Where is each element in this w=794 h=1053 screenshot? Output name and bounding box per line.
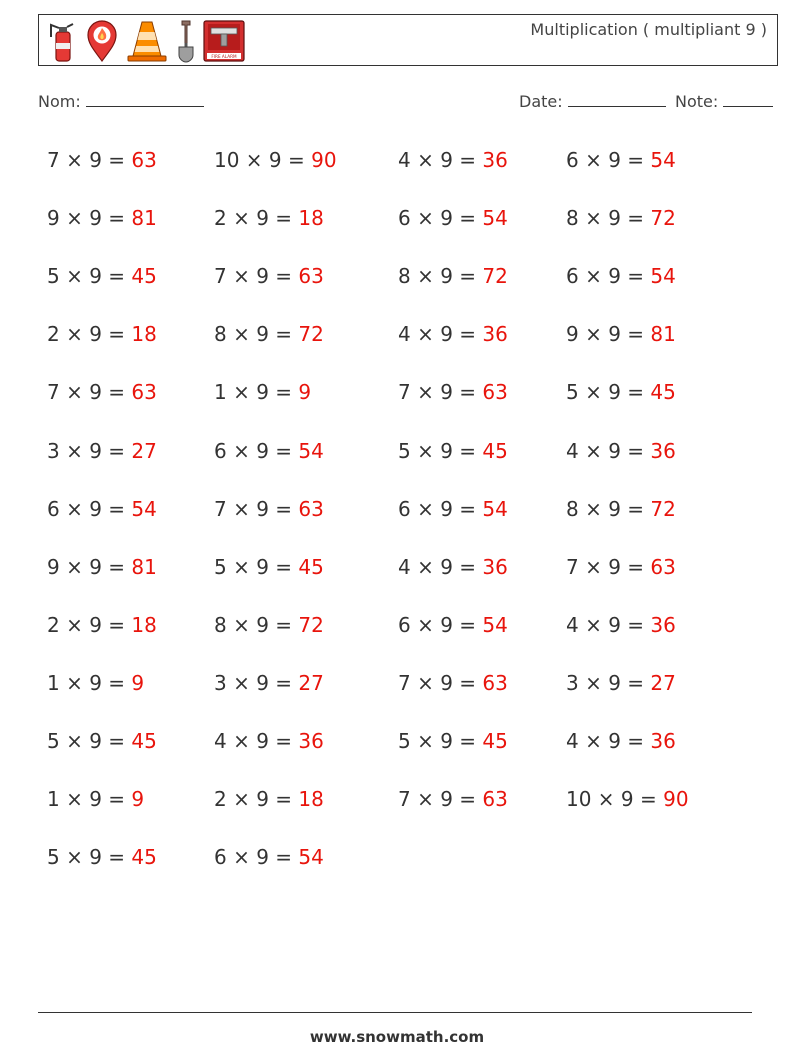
problem-question: 2 × 9 =	[214, 206, 299, 231]
note-blank	[723, 92, 773, 107]
problem-item	[398, 380, 508, 404]
problem-item	[566, 264, 676, 288]
problem-answer: 36	[298, 729, 324, 753]
problem-answer: 63	[482, 670, 508, 695]
problem-question: 7 × 9 =	[214, 264, 299, 289]
problem-question: 6 × 9 =	[398, 206, 483, 231]
problem-answer: 36	[650, 612, 676, 637]
problem-question: 5 × 9 =	[566, 380, 651, 405]
problem-answer: 72	[650, 496, 676, 521]
problem-item	[566, 322, 676, 346]
problem-answer: 54	[482, 612, 508, 637]
problem-item	[47, 555, 157, 579]
problem-question: 7 × 9 =	[398, 670, 483, 695]
problem-question: 1 × 9 =	[47, 787, 132, 812]
problem-answer: 54	[650, 148, 676, 172]
name-label: Nom:	[38, 92, 81, 111]
problem-answer: 36	[482, 322, 508, 347]
problem-item	[47, 439, 157, 463]
problem-answer: 36	[650, 729, 676, 753]
name-blank	[86, 92, 204, 107]
problem-answer: 36	[482, 554, 508, 579]
problem-item	[214, 555, 324, 579]
problem-question: 9 × 9 =	[47, 554, 132, 579]
problem-item	[214, 439, 324, 463]
problem-question: 4 × 9 =	[398, 554, 483, 579]
problem-item	[398, 497, 508, 521]
problem-answer: 18	[298, 206, 324, 231]
worksheet-title: Multiplication ( multipliant 9 )	[530, 20, 767, 39]
problem-answer: 45	[482, 729, 508, 753]
problem-item	[214, 787, 324, 811]
problem-item	[566, 497, 676, 521]
problem-answer: 45	[298, 554, 324, 579]
problem-question: 7 × 9 =	[398, 380, 483, 405]
problem-question: 7 × 9 =	[47, 148, 132, 172]
problem-question: 2 × 9 =	[47, 612, 132, 637]
shovel-icon	[175, 19, 197, 63]
problem-item	[566, 671, 676, 695]
problem-item	[214, 148, 337, 172]
problem-question: 6 × 9 =	[47, 496, 132, 521]
problem-item	[47, 380, 157, 404]
problem-question: 5 × 9 =	[398, 729, 483, 753]
problem-answer: 54	[298, 845, 324, 870]
problem-answer: 63	[131, 380, 157, 405]
problem-item	[214, 613, 324, 637]
problem-question: 4 × 9 =	[214, 729, 299, 753]
problem-answer: 90	[311, 148, 337, 172]
problem-answer: 81	[650, 322, 676, 347]
problem-question: 8 × 9 =	[566, 496, 651, 521]
problem-question: 5 × 9 =	[214, 554, 299, 579]
problem-item	[566, 380, 676, 404]
footer-divider	[38, 1012, 752, 1013]
date-blank	[568, 92, 666, 107]
problem-answer: 45	[131, 845, 157, 870]
problem-question: 4 × 9 =	[566, 729, 651, 753]
problem-item	[47, 787, 144, 811]
problem-question: 8 × 9 =	[214, 322, 299, 347]
problem-answer: 63	[482, 787, 508, 812]
problem-item	[47, 322, 157, 346]
problem-item	[566, 206, 676, 230]
problem-answer: 18	[131, 612, 157, 637]
problem-question: 6 × 9 =	[214, 845, 299, 870]
problem-item	[566, 439, 676, 463]
problem-question: 6 × 9 =	[566, 264, 651, 289]
problem-answer: 63	[298, 496, 324, 521]
problem-question: 8 × 9 =	[398, 264, 483, 289]
problem-answer: 9	[131, 670, 145, 695]
footer-url: www.snowmath.com	[309, 1028, 485, 1046]
problem-answer: 72	[650, 206, 676, 231]
fire-extinguisher-icon	[47, 19, 79, 63]
problem-item	[566, 555, 676, 579]
problem-item	[47, 729, 157, 753]
problem-question: 8 × 9 =	[214, 612, 299, 637]
problem-question: 4 × 9 =	[398, 148, 483, 172]
problem-answer: 18	[298, 787, 324, 812]
problem-item	[398, 613, 508, 637]
problem-item	[566, 787, 689, 811]
problem-answer: 54	[298, 438, 324, 463]
problem-question: 1 × 9 =	[47, 670, 132, 695]
problem-item	[398, 206, 508, 230]
problem-answer: 45	[650, 380, 676, 405]
problem-question: 2 × 9 =	[214, 787, 299, 812]
problem-answer: 18	[131, 322, 157, 347]
problem-answer: 63	[482, 380, 508, 405]
problem-question: 6 × 9 =	[398, 612, 483, 637]
problem-item	[398, 729, 508, 753]
problem-item	[214, 380, 311, 404]
problem-answer: 54	[131, 496, 157, 521]
problem-question: 4 × 9 =	[398, 322, 483, 347]
problem-answer: 54	[650, 264, 676, 289]
problem-question: 2 × 9 =	[47, 322, 132, 347]
fire-location-pin-icon	[85, 19, 119, 63]
problem-item	[47, 264, 157, 288]
problem-item	[398, 148, 508, 172]
problem-answer: 36	[482, 148, 508, 172]
problem-answer: 27	[650, 670, 676, 695]
problem-question: 10 × 9 =	[566, 787, 664, 812]
problem-item	[47, 671, 144, 695]
note-field	[675, 92, 773, 111]
date-label: Date:	[519, 92, 563, 111]
fire-alarm-label: FIRE ALARM	[211, 54, 237, 59]
problem-question: 7 × 9 =	[214, 496, 299, 521]
problem-answer: 9	[131, 787, 145, 812]
problem-question: 4 × 9 =	[566, 612, 651, 637]
problem-question: 6 × 9 =	[566, 148, 651, 172]
problem-item	[566, 613, 676, 637]
header-box	[38, 14, 778, 66]
problem-item	[214, 322, 324, 346]
icon-strip	[47, 19, 251, 63]
problem-answer: 54	[482, 496, 508, 521]
problem-answer: 90	[663, 787, 689, 812]
problem-answer: 36	[650, 438, 676, 463]
problem-answer: 72	[482, 264, 508, 289]
problem-item	[47, 497, 157, 521]
problem-answer: 72	[298, 612, 324, 637]
problem-answer: 45	[131, 264, 157, 289]
problem-question: 4 × 9 =	[566, 438, 651, 463]
problem-answer: 27	[298, 670, 324, 695]
problem-question: 7 × 9 =	[566, 554, 651, 579]
problem-item	[398, 264, 508, 288]
name-field	[38, 92, 204, 111]
problem-answer: 9	[298, 380, 312, 405]
problem-item	[214, 497, 324, 521]
problem-answer: 45	[131, 729, 157, 753]
problem-answer: 63	[298, 264, 324, 289]
problem-question: 5 × 9 =	[398, 438, 483, 463]
problem-answer: 63	[131, 148, 157, 172]
problem-answer: 27	[131, 438, 157, 463]
problem-item	[214, 206, 324, 230]
problem-question: 1 × 9 =	[214, 380, 299, 405]
problem-item	[398, 671, 508, 695]
note-label: Note:	[675, 92, 719, 111]
problem-item	[214, 671, 324, 695]
problem-item	[47, 148, 157, 172]
problem-question: 3 × 9 =	[214, 670, 299, 695]
problem-question: 10 × 9 =	[214, 148, 312, 172]
problem-answer: 54	[482, 206, 508, 231]
problem-item	[47, 206, 157, 230]
problem-question: 3 × 9 =	[47, 438, 132, 463]
problem-item	[566, 148, 676, 172]
problem-question: 5 × 9 =	[47, 729, 132, 753]
problem-item	[398, 322, 508, 346]
fire-alarm-icon	[203, 19, 245, 63]
problem-item	[398, 555, 508, 579]
problem-answer: 45	[482, 438, 508, 463]
problem-question: 7 × 9 =	[47, 380, 132, 405]
problem-question: 5 × 9 =	[47, 264, 132, 289]
problem-item	[47, 613, 157, 637]
problem-answer: 81	[131, 206, 157, 231]
problem-item	[214, 264, 324, 288]
problem-question: 8 × 9 =	[566, 206, 651, 231]
problem-answer: 63	[650, 554, 676, 579]
problem-item	[47, 845, 157, 869]
problem-question: 5 × 9 =	[47, 845, 132, 870]
problem-question: 9 × 9 =	[47, 206, 132, 231]
problem-question: 6 × 9 =	[214, 438, 299, 463]
problem-item	[214, 845, 324, 869]
problem-item	[214, 729, 324, 753]
problem-answer: 72	[298, 322, 324, 347]
date-field	[519, 92, 666, 111]
problem-answer: 81	[131, 554, 157, 579]
problem-question: 7 × 9 =	[398, 787, 483, 812]
problem-question: 9 × 9 =	[566, 322, 651, 347]
problem-item	[398, 787, 508, 811]
problem-item	[566, 729, 676, 753]
traffic-cone-icon	[125, 19, 169, 63]
problem-question: 6 × 9 =	[398, 496, 483, 521]
problem-item	[398, 439, 508, 463]
problem-question: 3 × 9 =	[566, 670, 651, 695]
